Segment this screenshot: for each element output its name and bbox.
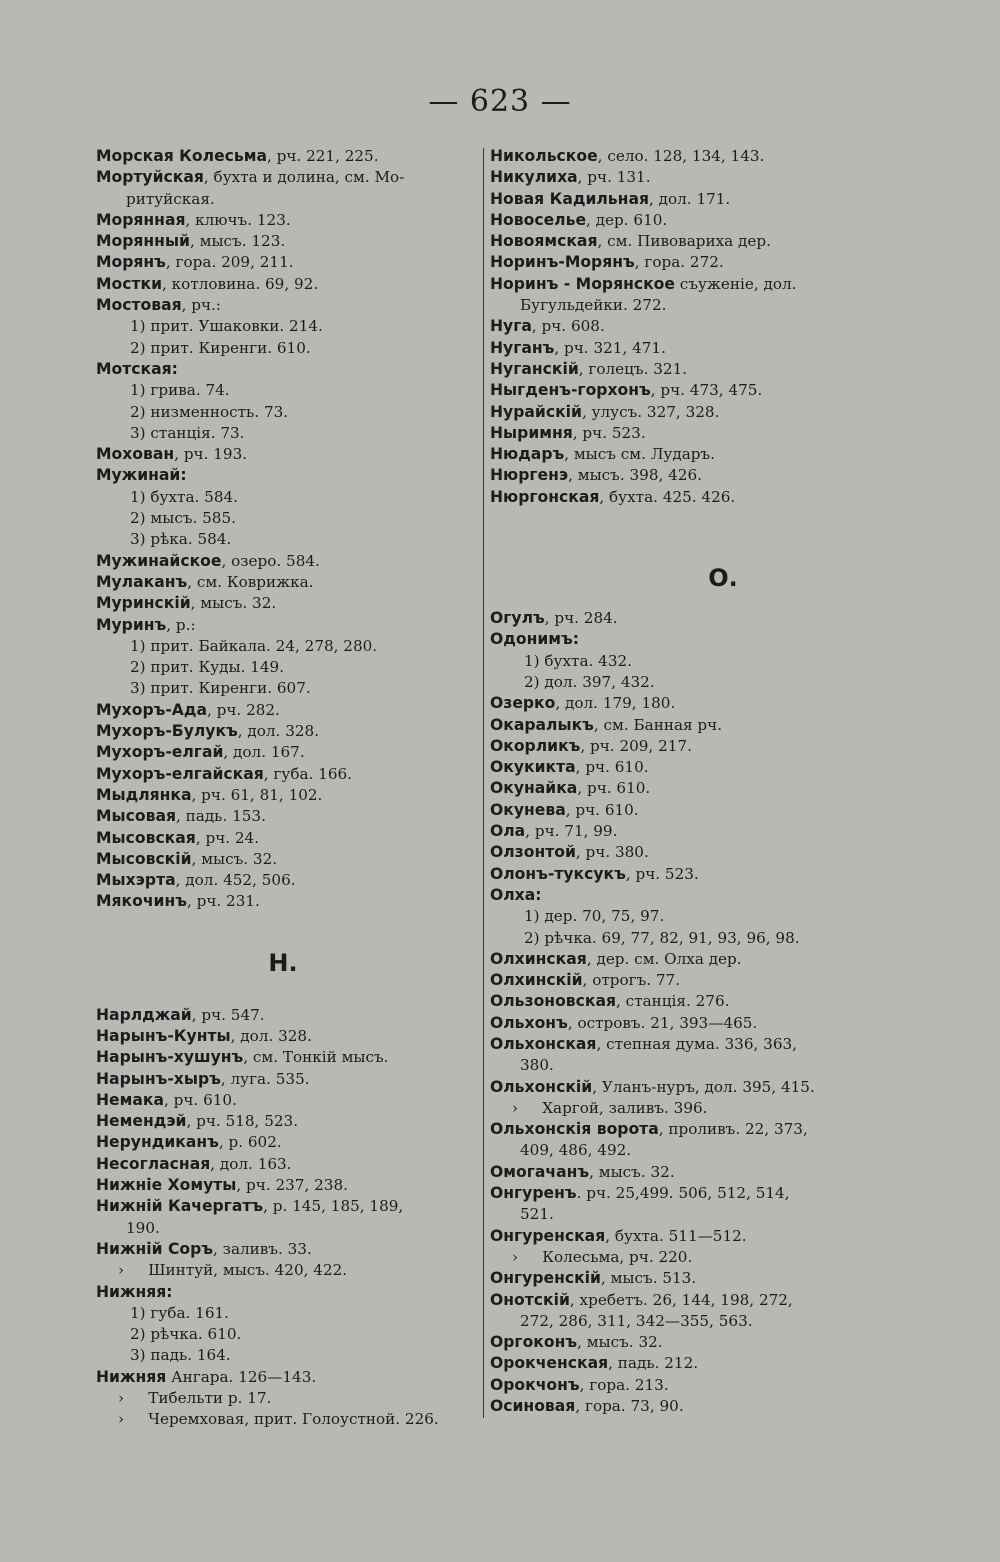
entry-name: Озерко <box>490 694 556 713</box>
entry-name: Нюргенэ <box>490 466 569 485</box>
entry-description: , гора. 213. <box>579 1375 669 1394</box>
index-entry <box>490 423 886 444</box>
index-entry <box>490 1332 886 1353</box>
entry-name: Морянная <box>96 210 186 229</box>
entry-name: Омогачанъ <box>490 1162 590 1181</box>
index-entry <box>96 1154 470 1175</box>
entry-description: , рч. 24. <box>195 828 260 847</box>
index-entry <box>96 700 470 721</box>
entry-name: Мухоръ-елгайская <box>96 764 264 783</box>
index-entry <box>490 736 886 757</box>
index-entry <box>490 359 886 380</box>
index-entry <box>96 231 470 252</box>
entry-name: Нижніе Хомуты <box>96 1176 237 1195</box>
entry-description: , рч. 547. <box>191 1005 265 1024</box>
entry-description: , мысъ. 32. <box>190 594 277 613</box>
entry-description: , дол. 179, 180. <box>555 694 676 713</box>
entry-description: , степная дума. 336, 363, <box>596 1034 797 1053</box>
index-entry <box>96 1175 470 1196</box>
entry-description: , дер. 610. <box>586 210 668 229</box>
index-entry <box>96 551 470 572</box>
entry-description: , котловина. 69, 92. <box>162 274 319 293</box>
ditto-mark: › <box>512 1247 519 1266</box>
index-entry <box>96 1090 470 1111</box>
entry-name: Олхинская <box>490 949 587 968</box>
index-entry <box>490 167 886 188</box>
entry-name: Нижній Соръ <box>96 1239 214 1258</box>
index-entry <box>490 402 886 423</box>
index-entry <box>96 359 470 380</box>
entry-description: , дол. 328. <box>237 722 320 741</box>
entry-name: Никулиха <box>490 168 578 187</box>
index-entry <box>490 487 886 508</box>
entry-name: Мортуйская <box>96 168 204 187</box>
index-entry <box>96 764 470 785</box>
index-entry <box>490 800 886 821</box>
index-entry <box>96 1005 470 1026</box>
entry-name: Мужинайское <box>96 551 222 570</box>
sub-entry: 3) прит. Киренги. 607. <box>130 679 311 698</box>
index-entry <box>96 210 470 231</box>
entry-description: , см. Банная рч. <box>593 715 723 734</box>
entry-description: , мысъ см. Лударъ. <box>564 445 715 464</box>
index-entry <box>96 1111 470 1132</box>
page-number: — 623 — <box>428 84 572 119</box>
entry-name: Оргоконъ <box>490 1333 578 1352</box>
sub-entry: 1) губа. 161. <box>130 1303 229 1322</box>
section-letter: Н. <box>268 948 298 977</box>
sub-entry: 2) низменность. 73. <box>130 402 289 421</box>
sub-entry: 1) бухта. 432. <box>524 651 632 670</box>
sub-entry: 2) рѣчка. 69, 77, 82, 91, 93, 96, 98. <box>524 928 800 947</box>
entry-description: , бухта и долина, см. Мо- <box>203 168 405 187</box>
section-letter: О. <box>708 564 738 593</box>
entry-description: Харгой, заливъ. 396. <box>542 1098 708 1117</box>
index-entry <box>490 1162 886 1183</box>
entry-description: , бухта. 511—512. <box>605 1226 747 1245</box>
sub-entry: 1) дер. 70, 75, 97. <box>524 907 665 926</box>
entry-name: Немендэй <box>96 1112 187 1131</box>
index-entry <box>96 167 470 188</box>
entry-name: Морянный <box>96 232 190 251</box>
entry-name: Нерундиканъ <box>96 1133 219 1152</box>
ditto-mark: › <box>118 1261 125 1280</box>
entry-name: Никольское <box>490 147 598 165</box>
entry-description: , рч. 221, 225. <box>267 147 379 165</box>
entry-name: Ола <box>490 822 526 841</box>
entry-description: , рч. 523. <box>625 864 699 883</box>
entry-description: , дол. 171. <box>648 189 731 208</box>
index-entry <box>96 806 470 827</box>
index-entry <box>490 444 886 465</box>
entry-name: Ныримня <box>490 423 573 442</box>
entry-description: , рч. 321, 471. <box>554 338 666 357</box>
entry-name: Огулъ <box>490 609 545 628</box>
entry-description: Колесьма, рч. 220. <box>542 1247 693 1266</box>
index-entry <box>490 949 886 970</box>
sub-entry: 1) прит. Байкала. 24, 278, 280. <box>130 636 378 655</box>
index-entry <box>96 891 470 912</box>
entry-name: Нижняя: <box>96 1282 173 1301</box>
sub-entry: 2) прит. Куды. 149. <box>130 658 285 677</box>
index-entry <box>490 316 886 337</box>
entry-description: , озеро. 584. <box>221 551 320 570</box>
ditto-mark: › <box>118 1410 125 1429</box>
entry-description: Черемховая, прит. Голоустной. 226. <box>148 1410 439 1429</box>
entry-description: , станція. 276. <box>616 992 730 1011</box>
index-entry <box>490 970 886 991</box>
index-entry <box>96 1196 470 1217</box>
entry-name: Морская Колесьма <box>96 147 268 165</box>
index-entry <box>96 465 470 486</box>
entry-name: Одонимъ: <box>490 630 579 649</box>
index-entry <box>490 1077 886 1098</box>
index-entry <box>490 1375 886 1396</box>
entry-name: Ольхонъ <box>490 1013 568 1032</box>
entry-name: Онгуренскій <box>490 1269 601 1288</box>
index-entry <box>96 1282 470 1303</box>
entry-description: , рч. 610. <box>577 779 651 798</box>
entry-name: Ольхонскій <box>490 1077 593 1096</box>
entry-description: , дол. 163. <box>210 1154 292 1173</box>
entry-name: Мужинай: <box>96 466 187 485</box>
entry-name: Мостки <box>96 274 163 293</box>
index-entry <box>490 189 886 210</box>
entry-name: Нурайскій <box>490 402 582 421</box>
index-entry <box>96 295 470 316</box>
ditto-entry <box>490 1098 886 1119</box>
index-entry <box>96 1069 470 1090</box>
index-entry <box>96 572 470 593</box>
entry-name: Мухоръ-Булукъ <box>96 722 238 741</box>
entry-name: Нижняя <box>96 1367 167 1386</box>
index-entry <box>490 1013 886 1034</box>
entry-name: Осиновая <box>490 1397 576 1416</box>
index-entry <box>490 1119 886 1140</box>
index-entry <box>96 444 470 465</box>
entry-name: Новоселье <box>490 210 587 229</box>
index-entry <box>96 785 470 806</box>
index-entry <box>490 1353 886 1374</box>
entry-name: Окунева <box>490 800 566 819</box>
entry-name: Олхинскій <box>490 971 583 990</box>
entry-description: , рч. 131. <box>577 168 651 187</box>
entry-name: Нарынъ-хушунъ <box>96 1048 244 1067</box>
entry-description: , см. Тонкій мысъ. <box>243 1048 389 1067</box>
index-entry <box>490 715 886 736</box>
index-entry <box>490 885 886 906</box>
sub-entry: 2) мысъ. 585. <box>130 509 236 528</box>
entry-description: , гора. 272. <box>634 253 724 272</box>
index-entry <box>490 1396 886 1417</box>
index-entry <box>96 274 470 295</box>
entry-name: Нарлджай <box>96 1005 192 1024</box>
entry-description: , Уланъ-нуръ, дол. 395, 415. <box>592 1077 815 1096</box>
index-entry <box>490 231 886 252</box>
entry-description: , рч. 518, 523. <box>186 1112 299 1131</box>
entry-name: Новоямская <box>490 232 598 251</box>
entry-description: , проливъ. 22, 373, <box>658 1120 808 1139</box>
ditto-entry <box>490 1247 886 1268</box>
sub-entry: 1) грива. 74. <box>130 381 230 400</box>
entry-name: Нижній Качергатъ <box>96 1197 264 1216</box>
index-entry <box>96 1132 470 1153</box>
index-entry <box>490 1290 886 1311</box>
index-entry <box>96 721 470 742</box>
index-entry <box>490 210 886 231</box>
entry-name: Олзонтой <box>490 843 576 862</box>
entry-description: , село. 128, 134, 143. <box>597 147 765 165</box>
entry-name: Мыхэрта <box>96 871 176 890</box>
entry-description: , мысъ. 123. <box>189 232 286 251</box>
entry-description: , рч. 610. <box>575 758 649 777</box>
index-entry <box>96 742 470 763</box>
entry-name: Норинъ-Морянъ <box>490 253 635 272</box>
entry-name: Муринъ <box>96 615 167 634</box>
entry-continuation: 380. <box>520 1056 554 1075</box>
index-entry <box>96 593 470 614</box>
entry-description: , мысъ. 32. <box>577 1333 663 1352</box>
entry-description: , рч. 473, 475. <box>650 381 763 400</box>
entry-name: Мухоръ-елгай <box>96 743 224 762</box>
entry-name: Окорликъ <box>490 736 581 755</box>
entry-description: , мысъ. 32. <box>589 1162 675 1181</box>
index-entry <box>96 1026 470 1047</box>
sub-entry: 3) рѣка. 584. <box>130 530 232 549</box>
sub-entry: 2) прит. Киренги. 610. <box>130 338 311 357</box>
index-entry <box>96 1367 470 1388</box>
entry-name: Нарынъ-Кунты <box>96 1026 231 1045</box>
entry-continuation: 190. <box>126 1218 160 1237</box>
entry-description: , рч. 193. <box>174 445 248 464</box>
index-entry <box>490 252 886 273</box>
entry-continuation: ритуйская. <box>126 189 215 208</box>
entry-description: , мысъ. 32. <box>191 849 278 868</box>
index-entry <box>490 338 886 359</box>
entry-description: , рч. 284. <box>544 609 618 628</box>
entry-description: , луга. 535. <box>220 1069 310 1088</box>
entry-name: Мостовая <box>96 296 182 315</box>
entry-description: , рч. 608. <box>531 317 605 336</box>
entry-description: , рч. 61, 81, 102. <box>191 785 323 804</box>
entry-name: Мохован <box>96 445 175 464</box>
entry-description: , ключъ. 123. <box>185 210 291 229</box>
entry-name: Немака <box>96 1090 165 1109</box>
entry-name: Ныгденъ-горхонъ <box>490 381 651 400</box>
index-entry <box>490 1226 886 1247</box>
entry-continuation: 272, 286, 311, 342—355, 563. <box>520 1311 753 1330</box>
index-entry <box>96 870 470 891</box>
entry-description: , голецъ. 321. <box>578 359 688 378</box>
entry-name: Ользоновская <box>490 992 617 1011</box>
entry-description: , см. Коврижка. <box>187 572 314 591</box>
entry-name: Орокченская <box>490 1354 609 1373</box>
index-entry <box>490 1034 886 1055</box>
entry-description: , рч. 610. <box>565 800 639 819</box>
entry-description: , рч. 380. <box>575 843 649 862</box>
entry-description: , гора. 209, 211. <box>165 253 294 272</box>
ditto-entry <box>96 1260 470 1281</box>
index-entry <box>490 274 886 295</box>
index-entry <box>96 615 470 636</box>
index-entry <box>490 991 886 1012</box>
entry-name: Онотскій <box>490 1290 570 1309</box>
entry-description: , островъ. 21, 393—465. <box>567 1013 758 1032</box>
entry-description: , отрогъ. 77. <box>582 971 681 990</box>
index-entry <box>490 146 886 167</box>
index-entry <box>490 778 886 799</box>
entry-description: съуженіе, дол. <box>674 274 797 293</box>
entry-continuation: Бугульдейки. 272. <box>520 296 667 315</box>
entry-description: , рч. 71, 99. <box>525 822 618 841</box>
entry-name: Нуганъ <box>490 338 555 357</box>
entry-name: Мотская: <box>96 359 178 378</box>
entry-name: Нюдаръ <box>490 445 565 464</box>
entry-description: , рч.: <box>181 296 222 315</box>
index-entry <box>490 629 886 650</box>
entry-description: , рч. 610. <box>164 1090 237 1109</box>
entry-name: Окаралыкъ <box>490 715 594 734</box>
entry-name: Онгуренъ <box>490 1184 577 1203</box>
index-entry <box>490 1183 886 1204</box>
entry-description: , гора. 73, 90. <box>575 1397 684 1416</box>
index-entry <box>490 380 886 401</box>
index-entry <box>96 849 470 870</box>
index-entry <box>96 1239 470 1260</box>
entry-continuation: 409, 486, 492. <box>520 1141 632 1160</box>
entry-description: , р. 145, 185, 189, <box>263 1197 404 1216</box>
index-entry <box>490 1268 886 1289</box>
index-entry <box>96 252 470 273</box>
entry-name: Олха: <box>490 885 542 904</box>
entry-description: . рч. 25,499. 506, 512, 514, <box>576 1184 790 1203</box>
index-column-right <box>490 146 886 1417</box>
entry-description: , мысъ. 513. <box>600 1269 697 1288</box>
index-entry <box>490 465 886 486</box>
sub-entry: 1) прит. Ушаковки. 214. <box>130 317 323 336</box>
sub-entry: 2) дол. 397, 432. <box>524 672 655 691</box>
entry-name: Окукикта <box>490 758 576 777</box>
entry-description: , рч. 209, 217. <box>580 736 692 755</box>
entry-description: , губа. 166. <box>263 764 352 783</box>
entry-name: Нюргонская <box>490 487 600 506</box>
entry-name: Норинъ - Морянское <box>490 274 675 293</box>
entry-description: , дол. 452, 506. <box>175 871 296 890</box>
entry-description: , рч. 231. <box>186 892 260 911</box>
entry-continuation: 521. <box>520 1205 554 1224</box>
index-entry <box>490 757 886 778</box>
entry-name: Орокчонъ <box>490 1375 580 1394</box>
entry-description: , рч. 282. <box>207 700 280 719</box>
ditto-mark: › <box>118 1389 125 1408</box>
entry-name: Нуга <box>490 317 532 336</box>
entry-name: Нарынъ-хыръ <box>96 1069 221 1088</box>
entry-name: Новая Кадильная <box>490 189 649 208</box>
entry-description: , дер. см. Олха дер. <box>586 949 742 968</box>
entry-name: Мысовая <box>96 807 176 826</box>
index-entry <box>490 693 886 714</box>
entry-description: , см. Пивовариха дер. <box>597 232 771 251</box>
entry-description: , хребетъ. 26, 144, 198, 272, <box>569 1290 793 1309</box>
entry-description: Ангара. 126—143. <box>166 1367 317 1386</box>
entry-description: , дол. 328. <box>230 1026 312 1045</box>
entry-description: , рч. 237, 238. <box>236 1176 348 1195</box>
entry-name: Мысовскій <box>96 849 192 868</box>
ditto-entry <box>96 1388 470 1409</box>
entry-description: , р.: <box>166 615 196 634</box>
ditto-mark: › <box>512 1098 519 1117</box>
index-entry <box>490 608 886 629</box>
entry-description: Тибельти р. 17. <box>148 1389 272 1408</box>
entry-name: Онгуренская <box>490 1226 606 1245</box>
entry-name: Мулаканъ <box>96 572 188 591</box>
entry-name: Муринскій <box>96 594 191 613</box>
entry-name: Ольхонская <box>490 1034 597 1053</box>
entry-name: Мысовская <box>96 828 196 847</box>
entry-name: Мякочинъ <box>96 892 187 911</box>
ditto-entry <box>96 1409 470 1430</box>
entry-description: Шинтуй, мысъ. 420, 422. <box>148 1261 348 1280</box>
entry-description: , бухта. 425. 426. <box>599 487 736 506</box>
index-entry <box>490 821 886 842</box>
entry-name: Несогласная <box>96 1154 211 1173</box>
index-entry <box>96 146 470 167</box>
entry-description: , улусъ. 327, 328. <box>581 402 720 421</box>
entry-name: Ольхонскія ворота <box>490 1120 659 1139</box>
entry-description: , заливъ. 33. <box>213 1239 312 1258</box>
entry-description: , мысъ. 398, 426. <box>568 466 702 485</box>
entry-description: , рч. 523. <box>572 423 646 442</box>
sub-entry: 3) станція. 73. <box>130 423 245 442</box>
index-column-left <box>96 146 470 1431</box>
entry-description: , дол. 167. <box>223 743 305 762</box>
column-divider <box>483 148 484 1418</box>
entry-name: Нуганскій <box>490 359 579 378</box>
index-entry <box>490 864 886 885</box>
index-entry <box>490 842 886 863</box>
entry-description: , р. 602. <box>218 1133 282 1152</box>
entry-name: Мыдлянка <box>96 785 192 804</box>
entry-description: , падь. 212. <box>608 1354 699 1373</box>
entry-name: Мухоръ-Ада <box>96 700 207 719</box>
index-entry <box>96 1047 470 1068</box>
entry-name: Олонъ-туксукъ <box>490 864 626 883</box>
sub-entry: 1) бухта. 584. <box>130 487 238 506</box>
sub-entry: 3) падь. 164. <box>130 1346 231 1365</box>
sub-entry: 2) рѣчка. 610. <box>130 1325 242 1344</box>
index-entry <box>96 828 470 849</box>
entry-description: , падь. 153. <box>175 807 266 826</box>
entry-name: Окунайка <box>490 779 578 798</box>
entry-name: Морянъ <box>96 253 166 272</box>
